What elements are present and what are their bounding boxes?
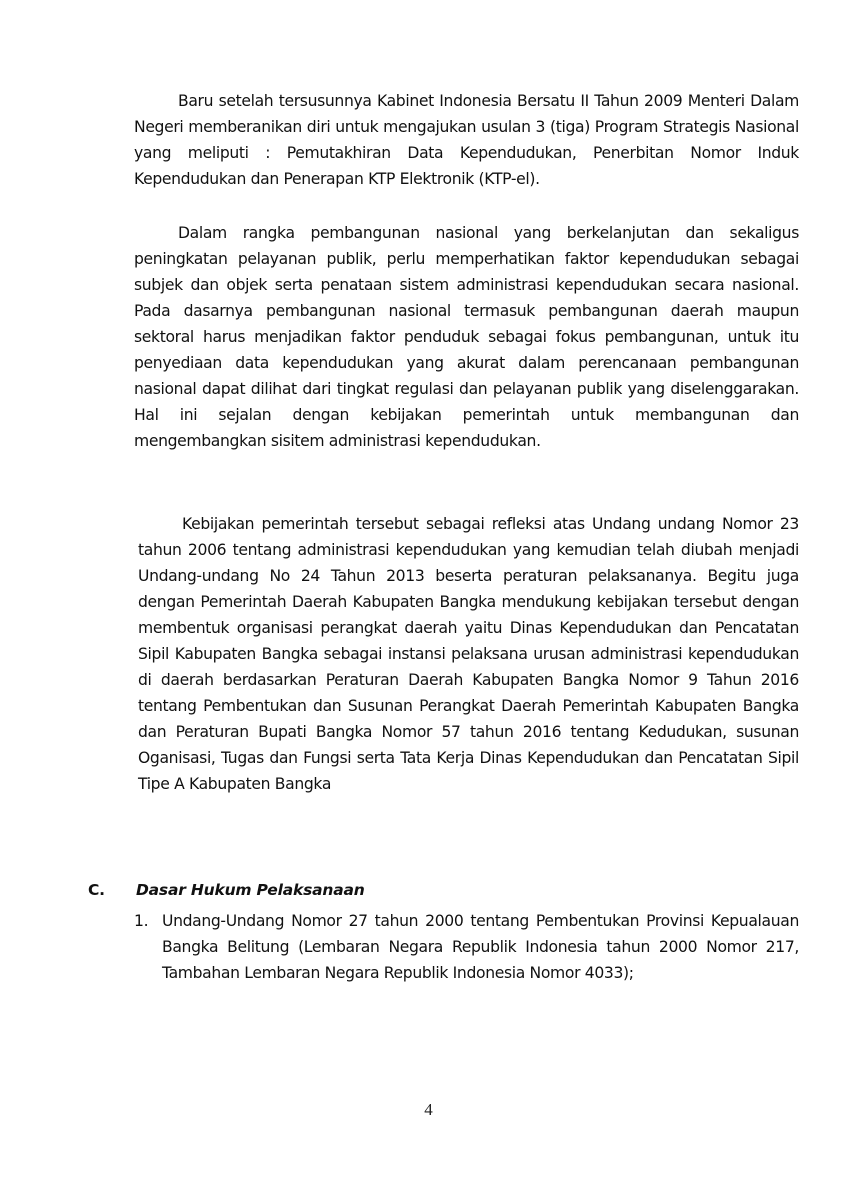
paragraph-kebijakan-pemerintah	[138, 511, 799, 797]
section-heading	[88, 881, 365, 899]
legal-basis-list	[134, 908, 799, 986]
paragraph-text: Baru setelah tersusunnya Kabinet Indonesia Bersatu II Tahun 2009 Menteri Dalam Negeri memberanikan diri untuk mengajukan usulan 3 (tiga) Program Strategis Nasional yang meliputi : Pemutakhiran Data Kependudukan, Penerbitan Nomor Induk Kependudukan dan Penerapan KTP Elektronik (KTP-el).	[134, 92, 799, 188]
paragraph-pembangunan-nasional	[134, 220, 799, 454]
paragraph-kabinet	[134, 88, 799, 192]
paragraph-text: Dalam rangka pembangunan nasional yang berkelanjutan dan sekaligus peningkatan pelayanan publik, perlu memperhatikan faktor kependudukan sebagai subjek dan objek serta penataan sistem administrasi kependudukan secara nasional. Pada dasarnya pembangunan nasional termasuk pembangunan daerah maupun sektoral harus menjadikan faktor penduduk sebagai fokus pembangunan, untuk itu penyediaan data kependudukan yang akurat dalam perencanaan pembangunan nasional dapat dilihat dari tingkat regulasi dan pelayanan publik yang diselenggarakan. Hal ini sejalan dengan kebijakan pemerintah untuk membangunan dan mengembangkan sisitem administrasi kependudukan.	[134, 224, 799, 450]
section-number: C.	[88, 881, 105, 899]
page-number: 4	[424, 1100, 433, 1119]
list-item-text: Undang-Undang Nomor 27 tahun 2000 tentang Pembentukan Provinsi Kepualauan Bangka Belitung (Lembaran Negara Republik Indonesia tahun 2000 Nomor 217, Tambahan Lembaran Negara Republik Indonesia Nomor 4033);	[162, 912, 799, 982]
paragraph-text: Kebijakan pemerintah tersebut sebagai refleksi atas Undang undang Nomor 23 tahun 2006 tentang administrasi kependudukan yang kemudian telah diubah menjadi Undang-undang No 24 Tahun 2013 beserta peraturan pelaksananya. Begitu juga dengan Pemerintah Daerah Kabupaten Bangka mendukung kebijakan tersebut dengan membentuk organisasi perangkat daerah yaitu Dinas Kependudukan dan Pencatatan Sipil Kabupaten Bangka sebagai instansi pelaksana urusan administrasi kependudukan di daerah berdasarkan Peraturan Daerah Kabupaten Bangka Nomor 9 Tahun 2016 tentang Pembentukan dan Susunan Perangkat Daerah Pemerintah Kabupaten Bangka dan Peraturan Bupati Bangka Nomor 57 tahun 2016 tentang Kedudukan, susunan Oganisasi, Tugas dan Fungsi serta Tata Kerja Dinas Kependudukan dan Pencatatan Sipil Tipe A Kabupaten Bangka	[138, 515, 799, 793]
list-item	[134, 908, 799, 986]
section-title: Dasar Hukum Pelaksanaan	[136, 881, 365, 899]
list-item-marker: 1.	[134, 912, 149, 930]
